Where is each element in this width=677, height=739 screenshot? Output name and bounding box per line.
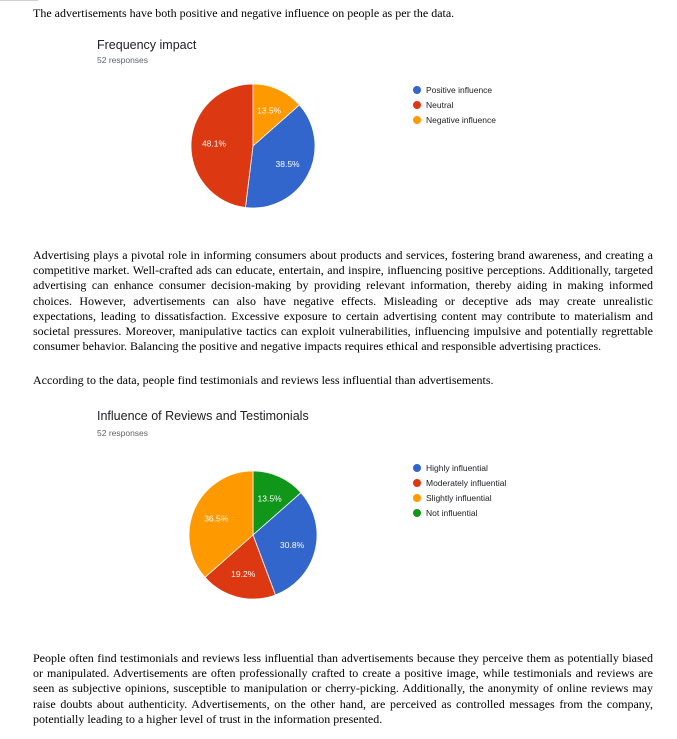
legend-label: Slightly influential bbox=[426, 492, 492, 503]
pie-label-not-influential: 13.5% bbox=[257, 493, 282, 504]
legend-item-neutral bbox=[413, 97, 496, 112]
legend-item-slightly-influential bbox=[413, 490, 506, 505]
paragraph-intro: The advertisements have both positive and negative influence on people as per the data. bbox=[33, 6, 455, 20]
chart-2-subtitle: 52 responses bbox=[97, 428, 149, 438]
legend-label: Highly influential bbox=[426, 462, 488, 473]
legend-swatch bbox=[413, 494, 421, 502]
pie-label-neutral: 48.1% bbox=[201, 138, 227, 149]
legend-swatch bbox=[413, 479, 421, 487]
legend-label: Not influential bbox=[426, 507, 478, 518]
legend-label: Moderately influential bbox=[426, 477, 507, 488]
legend-item-negative-influence bbox=[413, 112, 496, 127]
page-top-border bbox=[0, 0, 38, 1]
pie-label-negative-influence: 13.5% bbox=[257, 105, 282, 116]
legend-item-not-influential bbox=[413, 505, 506, 520]
chart-2-legend bbox=[413, 460, 506, 520]
legend-item-moderately-influential bbox=[413, 475, 506, 490]
paragraph-reviews-intro: According to the data, people find testimonials and reviews less influential than advertisements. bbox=[33, 373, 494, 387]
chart-1-title: Frequency impact bbox=[97, 38, 197, 52]
chart-1-legend bbox=[413, 82, 496, 127]
legend-label: Neutral bbox=[426, 99, 454, 110]
chart-2-title: Influence of Reviews and Testimonials bbox=[97, 409, 309, 423]
legend-swatch bbox=[413, 86, 421, 94]
legend-item-positive-influence bbox=[413, 82, 496, 97]
legend-item-highly-influential bbox=[413, 460, 506, 475]
paragraph-reviews-explanation: People often find testimonials and reviews less influential than advertisements because they perceive them as potentially biased or manipulated. Advertisements are often professionally crafted to create a positive image, while testimonials and reviews are seen as subjective opinions, susceptible to manipulation or cherry-picking. Additionally, the anonymity of online reviews may raise doubts about authenticity. Advertisements, on the other hand, are perceived as controlled messages from the company, potentially leading to a higher level of trust in the information presented. bbox=[33, 651, 653, 726]
chart-1-subtitle: 52 responses bbox=[97, 55, 149, 65]
chart-1-pie bbox=[187, 84, 319, 210]
paragraph-advertising-effects: Advertising plays a pivotal role in informing consumers about products and services, fostering brand awareness, and creating a competitive market. Well-crafted ads can educate, entertain, and inspire, influencing positive perceptions. Additionally, targeted advertising can enhance consumer decision-making by providing relevant information, thereby aiding in making informed choices. However, advertisements can also have negative effects. Misleading or deceptive ads may create unrealistic expectations, leading to dissatisfaction. Excessive exposure to certain advertising content may contribute to materialism and societal pressures. Moreover, manipulative tactics can exploit vulnerabilities, influencing impulsive and potentially regrettable consumer behavior. Balancing the positive and negative impacts requires ethical and responsible advertising practices. bbox=[33, 248, 653, 354]
pie-label-highly-influential: 30.8% bbox=[280, 539, 305, 550]
chart-2-pie bbox=[187, 468, 319, 604]
pie-label-positive-influence: 38.5% bbox=[275, 159, 300, 170]
legend-label: Negative influence bbox=[426, 114, 496, 125]
pie-label-slightly-influential: 36.5% bbox=[204, 513, 229, 524]
legend-label: Positive influence bbox=[426, 84, 493, 95]
legend-swatch bbox=[413, 464, 421, 472]
legend-swatch bbox=[413, 509, 421, 517]
legend-swatch bbox=[413, 116, 421, 124]
pie-label-moderately-influential: 19.2% bbox=[231, 569, 256, 580]
legend-swatch bbox=[413, 101, 421, 109]
